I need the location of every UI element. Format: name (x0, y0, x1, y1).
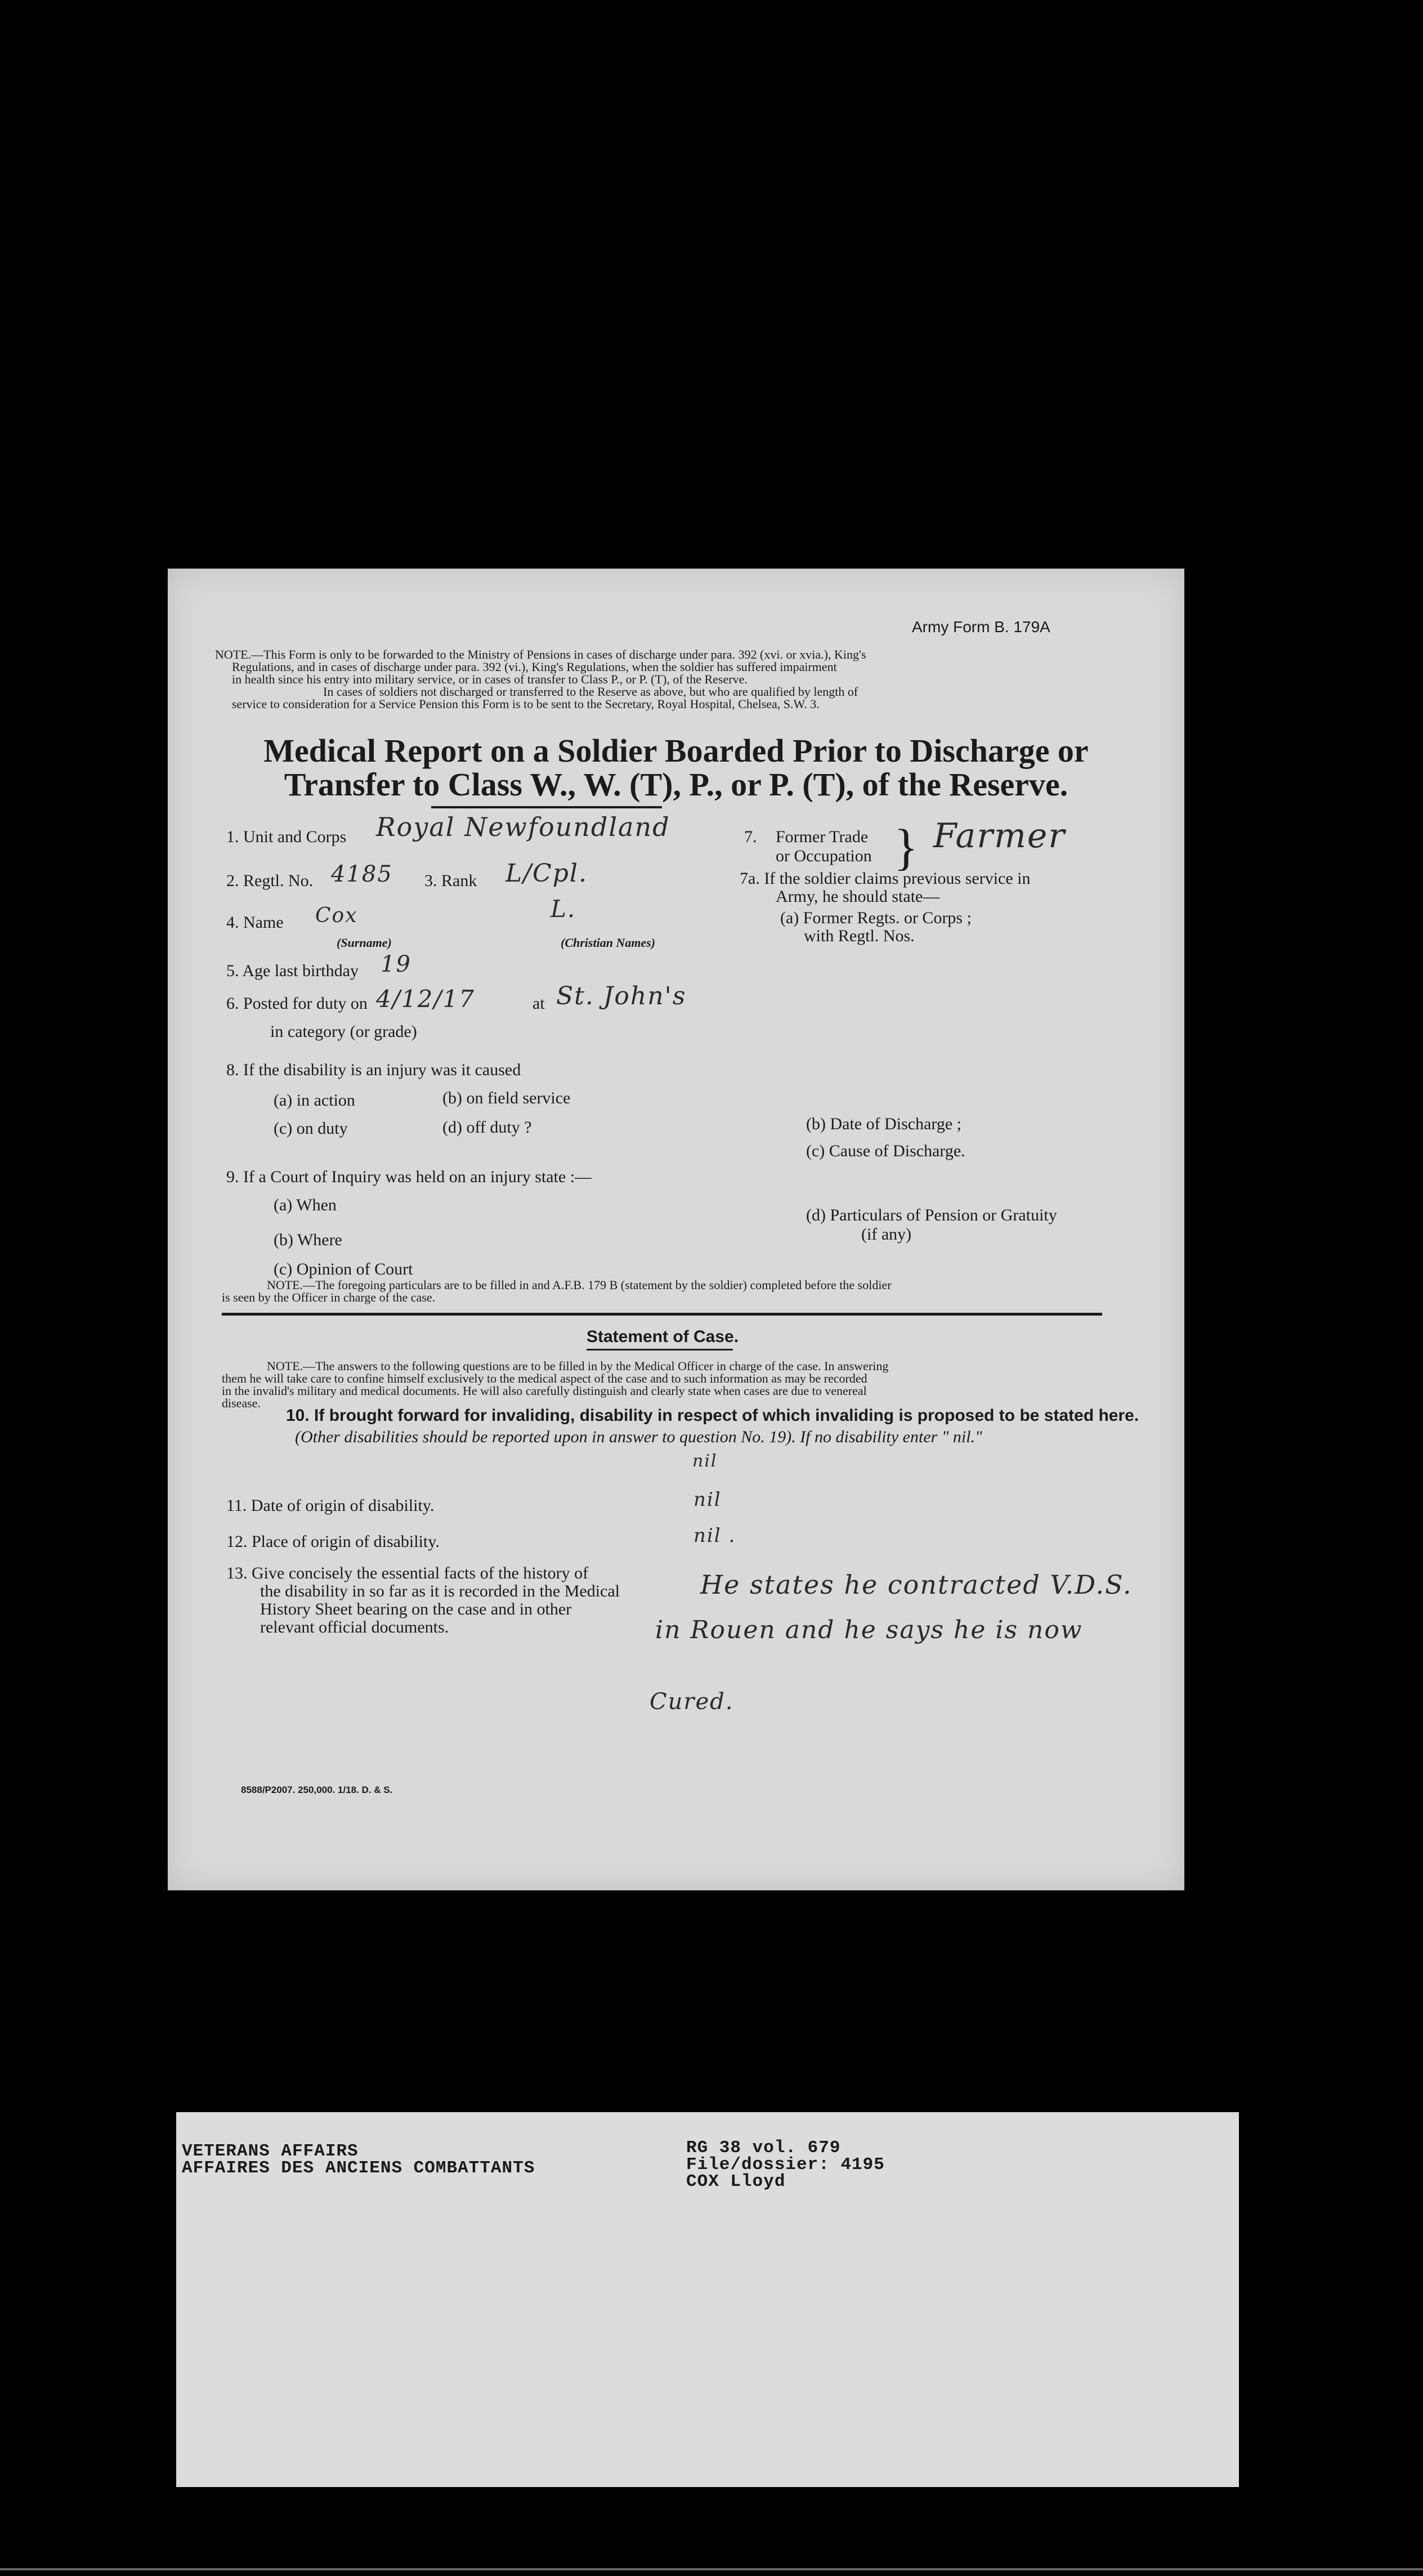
q4-surname: Cox (315, 904, 358, 927)
note3-line-3: in the invalid's military and medical documents. He will also carefully distinguish and clearly state when cases are due to venereal (222, 1384, 867, 1398)
surname-caption: (Surname) (337, 936, 392, 950)
q3-handwritten: L/Cpl. (505, 859, 588, 888)
archive-reference-card (176, 2112, 1239, 2487)
q3-label: 3. Rank (424, 871, 477, 890)
q4-label: 4. Name (226, 913, 284, 932)
q2-label: 2. Regtl. No. (226, 871, 314, 890)
right-b: (b) Date of Discharge ; (806, 1115, 962, 1133)
note2-line-2: is seen by the Officer in charge of the case. (222, 1290, 436, 1304)
q12-label: 12. Place of origin of disability. (226, 1532, 440, 1551)
q7a-label: 7a. If the soldier claims previous service in (740, 869, 1031, 888)
christian-names-caption: (Christian Names) (561, 936, 656, 950)
q8-d: (d) off duty ? (442, 1118, 532, 1137)
note2-line-1: NOTE.—The foregoing particulars are to be filled in and A.F.B. 179 B (statement by the soldier) completed before the soldier (267, 1278, 892, 1292)
q7-label-1: Former Trade (776, 828, 869, 846)
q6-at: at (532, 994, 545, 1013)
q2-handwritten: 4185 (331, 861, 393, 887)
q5-label: 5. Age last birthday (226, 961, 359, 980)
bottom-edge-bar (0, 2568, 1423, 2570)
q9-label: 9. If a Court of Inquiry was held on an injury state :— (226, 1168, 592, 1186)
card-rg-volume: RG 38 vol. 679 (686, 2138, 841, 2158)
q6-category: in category (or grade) (270, 1022, 417, 1041)
statement-underline (587, 1349, 733, 1350)
q6-label: 6. Posted for duty on (226, 994, 368, 1013)
right-c: (c) Cause of Discharge. (806, 1142, 965, 1160)
q8-a: (a) in action (274, 1091, 355, 1110)
note-line: NOTE.—This Form is only to be forwarded to the Ministry of Pensions in cases of discharge under para. 392 (xvi. or xvia.), King's (215, 647, 866, 661)
form-title-line-2: Transfer to Class W., W. (T), P., or P. (T), of the Reserve. (284, 766, 1068, 803)
note-line: Regulations, and in cases of discharge under para. 392 (vi.), King's Regulations, when the soldier has suffered impairment (232, 660, 837, 674)
q7a-a: (a) Former Regts. or Corps ; (780, 909, 972, 927)
q1-label: 1. Unit and Corps (226, 828, 347, 846)
q10-line-1: 10. If brought forward for invaliding, disability in respect of which invaliding is proposed to be stated here. (286, 1406, 1139, 1425)
q13-handwritten-1: He states he contracted V.D.S. (700, 1569, 1133, 1600)
q13-line-3: History Sheet bearing on the case and in other (260, 1600, 572, 1618)
q5-handwritten: 19 (381, 951, 411, 977)
army-form-number: Army Form B. 179A (912, 618, 1050, 636)
right-d-2: (if any) (861, 1225, 912, 1244)
q7-handwritten: Farmer (933, 816, 1066, 856)
q8-label: 8. If the disability is an injury was it caused (226, 1061, 521, 1079)
note-line: in health since his entry into military service, or in cases of transfer to Class P., or P. (T), of the Reserve. (232, 672, 748, 686)
printer-code: 8588/P2007. 250,000. 1/18. D. & S. (241, 1785, 393, 1795)
note3-line-2: them he will take care to confine himself exclusively to the medical aspect of the case and to such information as may be recorded (222, 1371, 867, 1385)
note3-line-1: NOTE.—The answers to the following questions are to be filled in by the Medical Officer in charge of the case. In answering (267, 1359, 889, 1373)
q7a-a-2: with Regtl. Nos. (804, 927, 915, 945)
q7-number: 7. (744, 828, 757, 846)
title-underline (431, 806, 662, 808)
q11-handwritten: nil (693, 1488, 722, 1511)
form-title-line-1: Medical Report on a Soldier Boarded Prior to Discharge or (263, 732, 1089, 769)
q13-line-4: relevant official documents. (260, 1618, 449, 1636)
q6-place: St. John's (556, 982, 687, 1010)
brace-icon: } (894, 820, 919, 875)
q6-date: 4/12/17 (376, 985, 475, 1013)
note3-line-4: disease. (222, 1396, 261, 1410)
q9-b: (b) Where (274, 1231, 342, 1249)
q13-line-1: 13. Give concisely the essential facts of the history of (226, 1564, 589, 1582)
right-d: (d) Particulars of Pension or Gratuity (806, 1206, 1057, 1224)
note-line: service to consideration for a Service Pension this Form is to be sent to the Secretary, Royal Hospital, Chelsea, S.W. 3. (232, 697, 820, 711)
q9-a: (a) When (274, 1196, 337, 1214)
card-name: COX Lloyd (686, 2172, 786, 2192)
q10-line-2: (Other disabilities should be reported upon in answer to question No. 19). If no disability enter " nil." (295, 1428, 982, 1446)
q7-label-2: or Occupation (776, 847, 872, 865)
q8-c: (c) on duty (274, 1119, 348, 1138)
q8-b: (b) on field service (442, 1089, 571, 1107)
q13-handwritten-3: Cured. (650, 1689, 734, 1715)
medical-report-form (168, 569, 1184, 1890)
card-dept-en: VETERANS AFFAIRS (182, 2141, 359, 2161)
q11-label: 11. Date of origin of disability. (226, 1496, 435, 1515)
section-divider (222, 1313, 1102, 1316)
q10-handwritten: nil (692, 1451, 718, 1471)
q13-handwritten-2: in Rouen and he says he is now (655, 1616, 1083, 1644)
q4-christian: L. (551, 895, 576, 923)
q1-handwritten: Royal Newfoundland (376, 812, 670, 842)
statement-of-case-title: Statement of Case. (587, 1327, 739, 1346)
note-line: In cases of soldiers not discharged or transferred to the Reserve as above, but who are qualified by length of (323, 685, 858, 699)
card-file-number: File/dossier: 4195 (686, 2155, 885, 2175)
q9-c: (c) Opinion of Court (274, 1260, 413, 1278)
card-dept-fr: AFFAIRES DES ANCIENS COMBATTANTS (182, 2158, 535, 2178)
q7a-label-2: Army, he should state— (776, 887, 940, 906)
q13-line-2: the disability in so far as it is recorded in the Medical (260, 1582, 620, 1600)
q12-handwritten: nil . (693, 1524, 736, 1547)
